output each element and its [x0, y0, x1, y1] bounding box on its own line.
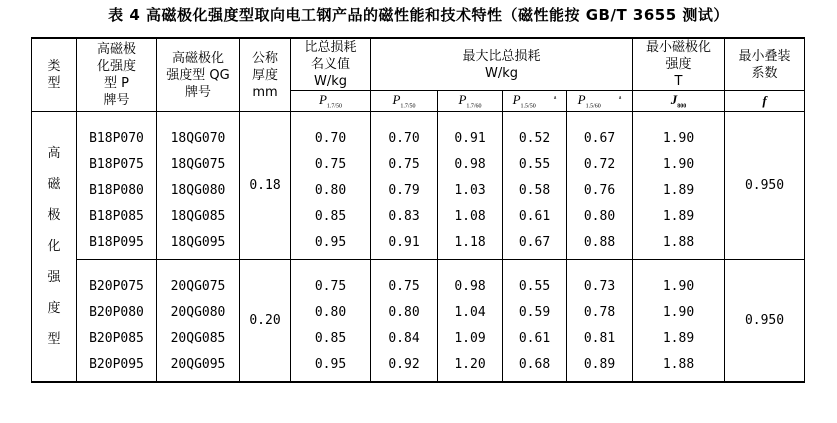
cell: B20P080 [77, 299, 157, 325]
cell: 0.75 [291, 260, 371, 300]
table-caption: 表 4 高磁极化强度型取向电工钢产品的磁性能和技术特性（磁性能按 GB/T 3655 测试） [108, 6, 729, 24]
cell: 0.52 [503, 112, 567, 152]
cell: 0.70 [291, 112, 371, 152]
cell: 1.08 [438, 203, 503, 229]
cell: 20QG075 [157, 260, 240, 300]
cell: 0.92 [371, 351, 438, 382]
cell: 0.67 [503, 229, 567, 260]
cell: 0.95 [291, 351, 371, 382]
cell: 0.85 [291, 325, 371, 351]
stacking-value: 0.950 [725, 112, 805, 260]
cell: 1.04 [438, 299, 503, 325]
header-p-grade: 高磁极 化强度 型 P 牌号 [77, 38, 157, 112]
symbol-nominal-loss: $P_{1.7/50}$ [291, 91, 371, 112]
symbol-polarization: $J_{800}$ [633, 91, 725, 112]
cell: 1.20 [438, 351, 503, 382]
cell: 0.76 [567, 177, 633, 203]
cell: 0.75 [371, 151, 438, 177]
header-qg-grade: 高磁极化 强度型 QG 牌号 [157, 38, 240, 112]
cell: 0.55 [503, 260, 567, 300]
header-max-loss: 最大比总损耗 W/kg [371, 38, 633, 91]
table-row [32, 229, 805, 260]
cell: 0.59 [503, 299, 567, 325]
cell: 1.88 [633, 351, 725, 382]
cell: 0.95 [291, 229, 371, 260]
cell: 0.81 [567, 325, 633, 351]
symbol-max-loss-1: $P_{1.7/60}$ [438, 91, 503, 112]
cell: 0.78 [567, 299, 633, 325]
table-row [32, 325, 805, 351]
table-row [32, 177, 805, 203]
table-row [32, 260, 805, 300]
table-row [32, 203, 805, 229]
cell: 20QG085 [157, 325, 240, 351]
cell: 0.68 [503, 351, 567, 382]
cell: B18P075 [77, 151, 157, 177]
cell: B20P075 [77, 260, 157, 300]
cell: 0.55 [503, 151, 567, 177]
symbol-max-loss-2: $P_{1.5/50}^a$ [503, 91, 567, 112]
magnetic-properties-table [31, 37, 805, 383]
cell: 0.88 [567, 229, 633, 260]
cell: 1.09 [438, 325, 503, 351]
cell: 0.80 [371, 299, 438, 325]
cell: 18QG075 [157, 151, 240, 177]
cell: 0.61 [503, 325, 567, 351]
cell: 0.98 [438, 151, 503, 177]
header-thickness: 公称 厚度 mm [240, 38, 291, 112]
header-min-polarization: 最小磁极化 强度 T [633, 38, 725, 91]
cell: B18P085 [77, 203, 157, 229]
cell: 1.89 [633, 177, 725, 203]
table-row [32, 151, 805, 177]
cell: 0.73 [567, 260, 633, 300]
cell: 0.75 [291, 151, 371, 177]
cell: 1.90 [633, 260, 725, 300]
stacking-value: 0.950 [725, 260, 805, 383]
cell: 0.58 [503, 177, 567, 203]
cell: 0.84 [371, 325, 438, 351]
cell: 0.91 [438, 112, 503, 152]
symbol-stacking: f [725, 91, 805, 112]
header-nominal-loss: 比总损耗 名义值 W/kg [291, 38, 371, 91]
cell: 1.90 [633, 299, 725, 325]
cell: 0.80 [567, 203, 633, 229]
thickness-value: 0.18 [240, 112, 291, 260]
cell: 0.98 [438, 260, 503, 300]
cell: 1.88 [633, 229, 725, 260]
cell: 0.80 [291, 177, 371, 203]
cell: 18QG070 [157, 112, 240, 152]
symbol-max-loss-3: $P_{1.5/60}^a$ [567, 91, 633, 112]
cell: 18QG085 [157, 203, 240, 229]
cell: B18P070 [77, 112, 157, 152]
cell: 18QG080 [157, 177, 240, 203]
cell: 1.03 [438, 177, 503, 203]
cell: 0.61 [503, 203, 567, 229]
cell: 0.80 [291, 299, 371, 325]
table-row [32, 299, 805, 325]
header-type: 类 型 [32, 38, 77, 112]
header-stacking-factor: 最小叠装 系数 [725, 38, 805, 91]
cell: 0.85 [291, 203, 371, 229]
cell: 0.72 [567, 151, 633, 177]
cell: B18P095 [77, 229, 157, 260]
cell: 0.83 [371, 203, 438, 229]
cell: B20P095 [77, 351, 157, 382]
table-row [32, 351, 805, 382]
cell: 0.70 [371, 112, 438, 152]
thickness-value: 0.20 [240, 260, 291, 383]
cell: 20QG095 [157, 351, 240, 382]
cell: B18P080 [77, 177, 157, 203]
cell: 1.18 [438, 229, 503, 260]
cell: 1.89 [633, 203, 725, 229]
cell: B20P085 [77, 325, 157, 351]
cell: 1.90 [633, 112, 725, 152]
cell: 0.91 [371, 229, 438, 260]
cell: 18QG095 [157, 229, 240, 260]
cell: 0.67 [567, 112, 633, 152]
cell: 0.79 [371, 177, 438, 203]
cell: 0.75 [371, 260, 438, 300]
cell: 20QG080 [157, 299, 240, 325]
type-label: 高 磁 极 化 强 度 型 [32, 112, 77, 383]
table-row [32, 112, 805, 152]
cell: 0.89 [567, 351, 633, 382]
cell: 1.90 [633, 151, 725, 177]
symbol-max-loss-0: $P_{1.7/50}$ [371, 91, 438, 112]
cell: 1.89 [633, 325, 725, 351]
